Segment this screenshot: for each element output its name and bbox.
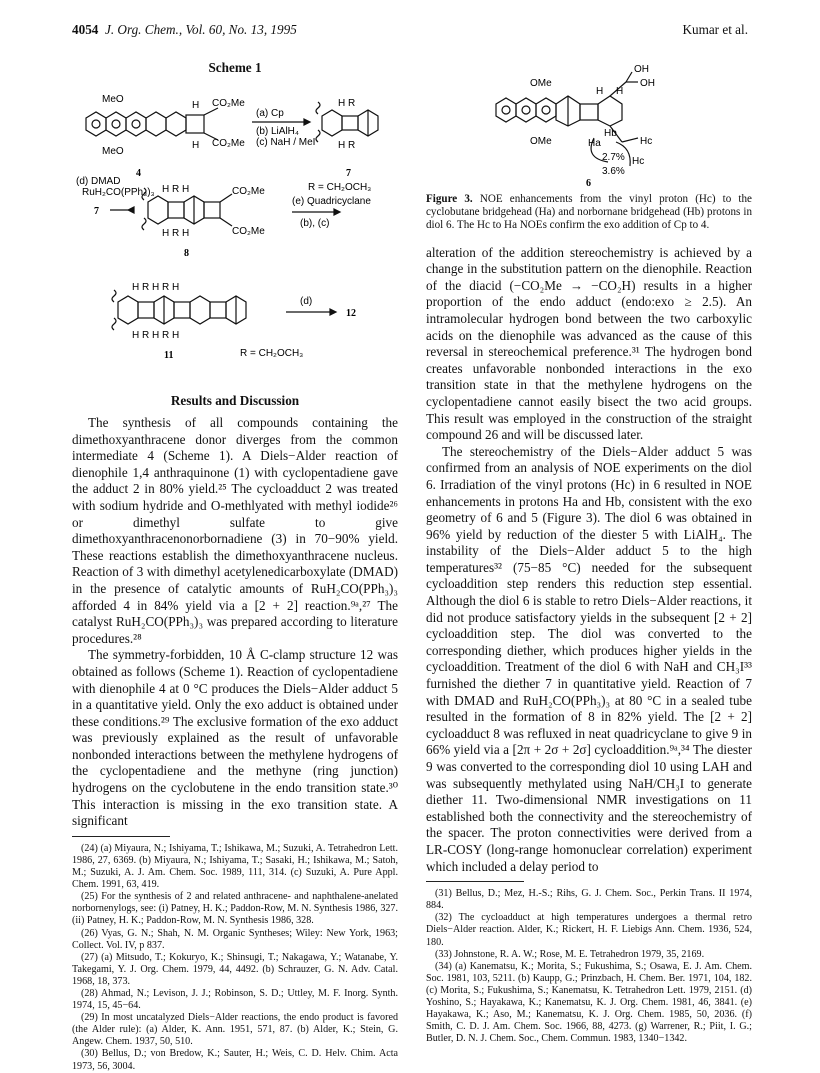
hr-top-label: H R xyxy=(338,98,356,109)
right-paragraph-1: alteration of the addition stereochemistry is achieved by a change in the substitution pattern on the dienophile. Reaction of the diacid (−CO₂Me → −CO₂H) results in a higher proportion of the endo adduct (endo:exo ≥ 2.5). An intramolecular hydrogen bond between the two carboxylic acids on the dienophile was advanced as the cause of this reversal in stereochemical preference.³¹ The hydrogen bond creates unfavorable nonbonded interactions in the exo transition state in that the methylene hydrogens on the cyclopentadiene cannot easily bisect the two acid groups. This result was employed in the construction of the straight compound 26 and will be discussed later. xyxy=(426,244,752,443)
start-compound-7: 7 xyxy=(94,206,99,217)
compound-11-number: 11 xyxy=(164,350,174,361)
ha-label: Ha xyxy=(588,138,601,149)
compound-4-number: 4 xyxy=(136,168,141,179)
r-definition-top: R = CH₂OCH₃ xyxy=(308,182,372,193)
co2me-top-label: CO₂Me xyxy=(212,98,245,109)
step-e-label: (e) Quadricyclane xyxy=(292,196,371,207)
section-title: Results and Discussion xyxy=(170,393,300,408)
page-number: 4054 xyxy=(72,22,99,37)
oh-bottom-label: OH xyxy=(640,78,655,89)
right-footnotes xyxy=(426,888,752,1045)
co2me-8-top: CO₂Me xyxy=(232,186,265,197)
figure-3-drawing xyxy=(426,60,752,188)
left-footnotes xyxy=(72,843,398,1073)
footnote-27: (27) (a) Mitsudo, T.; Kokuryo, K.; Shinsugi, T.; Nakagawa, Y.; Watanabe, Y. Takegami, Y. J. Org. Chem. 1979, 44, 4492. (b) Schrauzer, G. N. Adv. Catal. 1968, 18, 373. xyxy=(72,951,398,987)
oh-top-label: OH xyxy=(634,64,649,75)
hc-label-2: Hc xyxy=(632,156,645,167)
hr-bottom-label: H R xyxy=(338,140,356,151)
h-top-label: H xyxy=(192,100,200,111)
noe-value-1: 2.7% xyxy=(602,152,625,163)
compound-7-number: 7 xyxy=(346,168,351,179)
hc-label-1: Hc xyxy=(640,136,653,147)
footnote-24: (24) (a) Miyaura, N.; Ishiyama, T.; Ishikawa, M.; Suzuki, A. Tetrahedron Lett. 1986, 27, 6369. (b) Miyaura, N.; Ishiyama, T.; Sasaki, H.; Ishikawa, M.; Satoh, M.; Suzuki, A. J. Am. Chem. Soc. 1989, 111, 314. (c) Suzuki, A. Pure Appl. Chem. 1991, 63, 419. xyxy=(72,842,398,891)
compound-12-number: 12 xyxy=(346,308,356,319)
footnote-rule-left xyxy=(72,836,170,837)
step-d-catalyst-label: RuH₂CO(PPh₃)₃ xyxy=(82,187,155,198)
compound-6-number: 6 xyxy=(586,178,591,188)
journal-name: J. Org. Chem., xyxy=(104,22,183,37)
running-header xyxy=(72,22,748,42)
step-b-label: (b) LiAlH₄ xyxy=(256,126,299,137)
footnote-34: (34) (a) Kanematsu, K.; Morita, S.; Fukushima, S.; Osawa, E. J. Am. Chem. Soc. 1981, 103, 5211. (b) Kaupp, G.; Prinzbach, H. Chem. Ber. 1971, 104, 182. (c) Morita, S.; Fukushima, S.; Kanematsu, K. Tetrahedron Lett. 1979, 2151. (d) Yoshino, S.; Hayakawa, K.; Kanematsu, K. J. Org. Chem. 1981, 46, 3841. (e) Hayakawa, K.; Aso, M.; Kanematsu, K. J. Org. Chem. 1985, 50, 2036. (f) Smith, C. D. J. Am. Chem. Soc. 1966, 88, 4273. (g) Warrener, R.; Piit, I. G.; Butler, D. N. J. Chem. Soc., Chem. Commun. 1983, 1340−1342. xyxy=(426,960,752,1045)
footnote-26: (26) Vyas, G. N.; Shah, N. M. Organic Syntheses; Wiley: New York, 1963; Collect. Vol. IV, p 837. xyxy=(72,927,398,951)
ome-bottom-label: OMe xyxy=(530,136,552,147)
row3-top-labels: H R H R H xyxy=(132,282,180,293)
hrh-top-label: H R H xyxy=(162,184,190,195)
step-d-dmad-label: (d) DMAD xyxy=(76,176,121,187)
step-bc-label: (b), (c) xyxy=(300,218,330,229)
left-body-text xyxy=(72,415,398,830)
co2me-bottom-label: CO₂Me xyxy=(212,138,245,149)
figure-3-caption-text: NOE enhancements from the vinyl proton (Hc) to the cyclobutane bridgehead (Ha) and norbornane bridgehead (Hb) protons in diol 6. The Hc to Ha NOEs confirm the exo addition of Cp to 4. xyxy=(426,193,752,232)
footnote-25: (25) For the synthesis of 2 and related anthracene- and naphthalene-anelated norbornenylogs, see: (i) Patney, H. K.; Paddon-Row, M. N. Synthesis 1986, 327. (ii) Patney, H. K.; Paddon-Row, M. N. Synthesis 1986, 328. xyxy=(72,891,398,927)
compound-4-structure xyxy=(86,108,218,140)
footnote-33: (33) Johnstone, R. A. W.; Rose, M. E. Tetrahedron 1979, 35, 2169. xyxy=(435,948,705,960)
journal-volume: Vol. 60, No. 13, 1995 xyxy=(185,22,297,37)
figure-3-caption xyxy=(426,193,752,233)
h-label-2: H xyxy=(616,86,624,97)
step-d-row3-label: (d) xyxy=(300,296,313,307)
hb-label: Hb xyxy=(604,128,617,139)
r-definition-bottom: R = CH₂OCH₃ xyxy=(240,348,304,359)
left-paragraph-2: The symmetry-forbidden, 10 Å C-clamp structure 12 was obtained as follows (Scheme 1). Reaction of cyclopentadiene with dienophile 4 at 0 °C produces the Diels−Alder adduct 5 in a quantitative yield. Only the exo adduct is obtained under these conditions.²⁹ The exclusive formation of the exo adduct was previously explained as the result of unfavorable nonbonded interactions between the methylene hydrogens of the cyclopentadiene and the methyne (ring junction) hydrogens on the cyclobutene in the endo transition state.³⁰ This interaction is missing in the exo transition state. A significant xyxy=(72,647,398,829)
right-paragraph-2: The stereochemistry of the Diels−Alder adduct 5 was confirmed from an analysis of NOE experiments on the diol 6. Irradiation of the vinyl protons (Hc) in 6 resulted in NOE enhancements in protons Ha and Hb, consistent with the exo geometry of 6 and 5 (Figure 3). The diol 6 was obtained in 96% yield by reduction of the diester 5 with LiAlH₄. The instability of the Diels−Alder adduct 5 to the high temperatures³² (75−85 °C) needed for the subsequent cycloaddition step renders this reduction step essential. Although the diol 6 is stable to retro Diels−Alder reactions, it did not produce satisfactory yields in the subsequent [2 + 2] cycloaddition step. The diol was converted to the corresponding diether, which produces higher yields in the cycloaddition. Treatment of the diol 6 with NaH and CH₃I³³ furnished the diether 7 in quantitative yield. Reaction of 7 with DMAD and RuH₂CO(PPh₃)₃ at 80 °C in a sealed tube resulted in the formation of 8 in 82% yield. The [2 + 2] cycloadduct 8 was refluxed in neat quadricyclane to give 9 in 66% yield via a [2π + 2σ + 2σ] cycloaddition.⁹ᵃ,³⁴ The diester 9 was converted to the corresponding diol 10 using LAH and was subsequently methylated using NaH/CH₃I to generate diether 11. Two-dimensional NMR investigations on 11 established both the connectivity and the stereochemistry of the spacer. The proton connectivities were derived from a LR-COSY (long-range homonuclear correlation) experiment which included a delay period to xyxy=(426,443,752,874)
step-a-label: (a) Cp xyxy=(256,108,284,119)
footnote-31: (31) Bellus, D.; Mez, H.-S.; Rihs, G. J. Chem. Soc., Perkin Trans. II 1974, 884. xyxy=(426,888,752,912)
compound-8-number: 8 xyxy=(184,248,189,259)
footnote-rule-right xyxy=(426,881,524,882)
meo-bottom-label: MeO xyxy=(102,146,124,157)
meo-top-label: MeO xyxy=(102,94,124,105)
scheme-1-drawing xyxy=(72,80,398,380)
figure-3-caption-label: Figure 3. xyxy=(426,193,473,205)
right-body-text xyxy=(426,245,752,876)
left-column xyxy=(72,60,398,1073)
ome-top-label: OMe xyxy=(530,78,552,89)
footnote-32: (32) The cycloadduct at high temperatures undergoes a thermal retro Diels−Alder reaction. Alder, K.; Rickert, H. F. Liebigs Ann. Chem. 1936, 524, 180. xyxy=(426,912,752,948)
footnote-30: (30) Bellus, D.; von Bredow, K.; Sauter, H.; Weis, C. D. Helv. Chim. Acta 1973, 56, 3004. xyxy=(72,1048,398,1072)
noe-value-2: 3.6% xyxy=(602,166,625,177)
row3-bottom-labels: H R H R H xyxy=(132,330,180,341)
h-label-1: H xyxy=(596,86,604,97)
footnote-29: (29) In most uncatalyzed Diels−Alder reactions, the endo product is favored (the Alder rule): (a) Alder, K. Ann. 1951, 571, 87. (b) Alder, K.; Stein, G. Angew. Chem. 1937, 50, 510. xyxy=(72,1012,398,1048)
header-left xyxy=(72,22,297,38)
header-authors: Kumar et al. xyxy=(682,22,748,37)
co2me-8-bottom: CO₂Me xyxy=(232,226,265,237)
h-bottom-label: H xyxy=(192,140,200,151)
footnote-28: (28) Ahmad, N.; Levison, J. J.; Robinson, S. D.; Uttley, M. F. Inorg. Synth. 1974, 15, 45−64. xyxy=(72,987,398,1012)
right-column xyxy=(426,60,752,1045)
step-c-label: (c) NaH / MeI xyxy=(256,137,316,148)
left-paragraph-1: The synthesis of all compounds containing the dimethoxyanthracene donor diverges from the common intermediate 4 (Scheme 1). A Diels−Alder reaction of dienophile 1,4 anthraquinone (1) with cyclopentadiene gave the adduct 2 in 80% yield.²⁵ The cycloadduct 2 was treated with sodium hydride and O-methlyated with methyl iodide²⁶ or dimethyl sulfate to give dimethoxyanthracenonorbornadiene (3) in 70−90% yield. These reactions establish the dimethoxyanthracene nucleus. Reaction of 3 with dimethyl acetylenedicarboxylate (DMAD) in the presence of catalytic amounts of RuH₂CO(PPh₃)₃ afforded 4 in 84% yield via a [2 + 2] reaction.⁹ᵃ,²⁷ The catalyst RuH₂CO(PPh₃)₃ was prepared according to literature procedures.²⁸ xyxy=(72,415,398,646)
scheme-title: Scheme 1 xyxy=(208,60,262,75)
hrh-bottom-label: H R H xyxy=(162,228,190,239)
